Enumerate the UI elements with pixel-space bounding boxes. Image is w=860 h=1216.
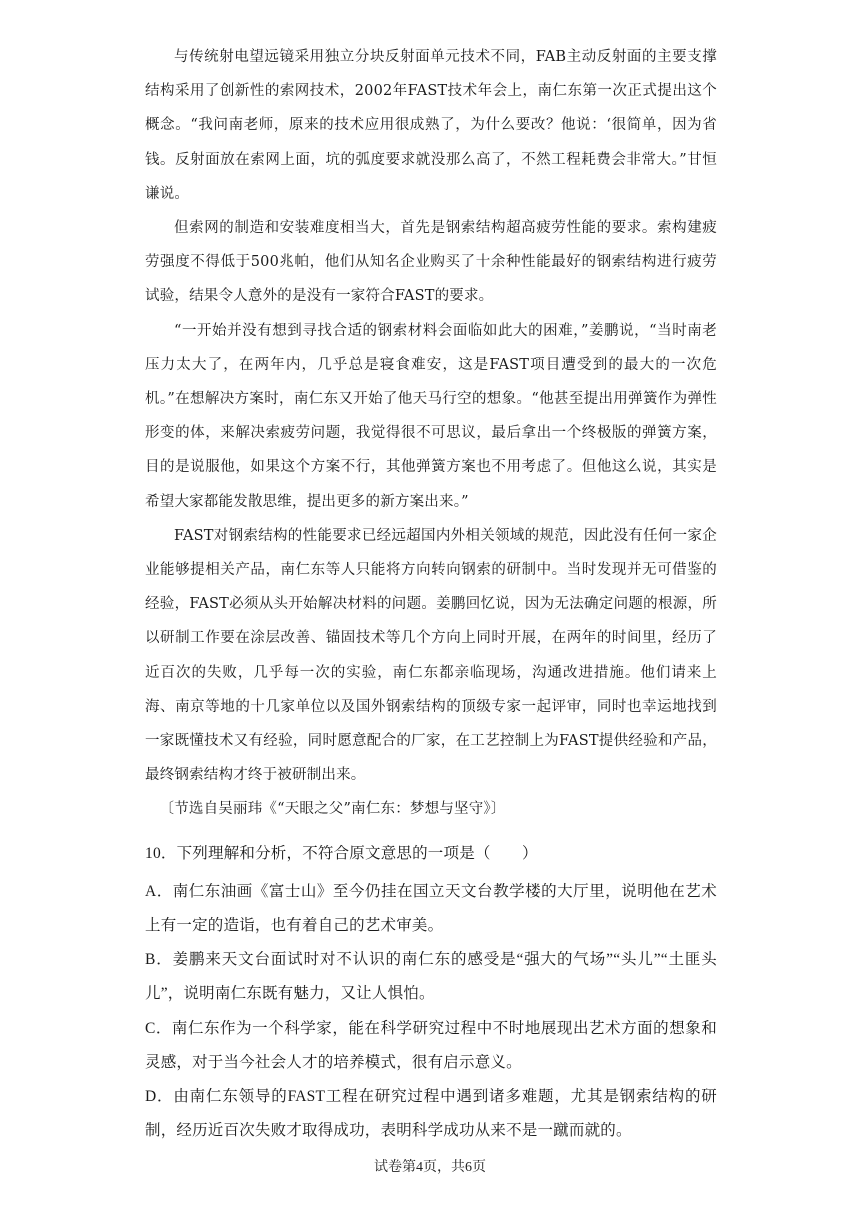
article-paragraph-3: “一开始并没有想到寻找合适的钢索材料会面临如此大的困难，”姜鹏说，“当时南老压力太大了，在两年内，几乎总是寝食难安，这是FAST项目遭受到的最大的一次危机。”在想解决方案时，南仁东又开始了他天马行空的想象。“他甚至提出用弹簧作为弹性形变的体，来解决索疲劳问题，我觉得很不可思议，最后拿出一个终极版的弹簧方案，目的是说服他，如果这个方案不行，其他弹簧方案也不用考虑了。但他这么说，其实是希望大家都能发散思维，提出更多的新方案出来。” bbox=[145, 322, 717, 510]
page-content bbox=[145, 40, 717, 1149]
option-c: C．南仁东作为一个科学家，能在科学研究过程中不时地展现出艺术方面的想象和灵感，对于当今社会人才的培养模式，很有启示意义。 bbox=[145, 1019, 717, 1071]
question-10 bbox=[145, 837, 717, 1149]
option-a: A．南仁东油画《富士山》至今仍挂在国立天文台教学楼的大厅里，说明他在艺术上有一定的造诣，也有着自己的艺术审美。 bbox=[145, 882, 717, 935]
article-paragraph-4: FAST对钢索结构的性能要求已经远超国内外相关领域的规范，因此没有任何一家企业能够提相关产品，南仁东等人只能将方向转向钢索的研制中。当时发现并无可借鉴的经验，FAST必须从头开始解决材料的问题。姜鹏回忆说，因为无法确定问题的根源，所以研制工作要在涂层改善、锚固技术等几个方向上同时开展，在两年的时间里，经历了近百次的失败，几乎每一次的实验，南仁东都亲临现场，沟通改进措施。他们请来上海、南京等地的十几家单位以及国外钢索结构的顶级专家一起评审，同时也幸运地找到一家既懂技术又有经验，同时愿意配合的厂家，在工艺控制上为FAST提供经验和产品，最终钢索结构才终于被研制出来。 bbox=[145, 527, 717, 784]
article-paragraph-2: 但索网的制造和安装难度相当大，首先是钢索结构超高疲劳性能的要求。索构建疲劳强度不得低于500兆帕，他们从知名企业购买了十余种性能最好的钢索结构进行疲劳试验，结果令人意外的是没有一家符合FAST的要求。 bbox=[145, 220, 717, 305]
article-source: 〔节选自吴丽玮《“天眼之父”南仁东：梦想与坚守》〕 bbox=[159, 801, 506, 818]
article-paragraph-1: 与传统射电望远镜采用独立分块反射面单元技术不同，FAB主动反射面的主要支撑结构采用了创新性的索网技术，2002年FAST技术年会上，南仁东第一次正式提出这个概念。“我问南老师，原来的技术应用很成熟了，为什么要改？他说：‘很简单，因为省钱。反射面放在索网上面，坑的弧度要求就没那么高了，不然工程耗费会非常大。”甘恒谦说。 bbox=[145, 49, 717, 202]
question-stem: 10．下列理解和分析，不符合原文意思的一项是（ ） bbox=[145, 844, 538, 862]
page-footer: 试卷第4页，共6页 bbox=[374, 1160, 486, 1175]
option-d: D．由南仁东领导的FAST工程在研究过程中遇到诸多难题，尤其是钢索结构的研制，经历近百次失败才取得成功，表明科学成功从来不是一蹴而就的。 bbox=[145, 1088, 717, 1140]
option-b: B．姜鹏来天文台面试时对不认识的南仁东的感受是“强大的气场”“头儿”“土匪头儿”，说明南仁东既有魅力，又让人惧怕。 bbox=[145, 951, 717, 1003]
